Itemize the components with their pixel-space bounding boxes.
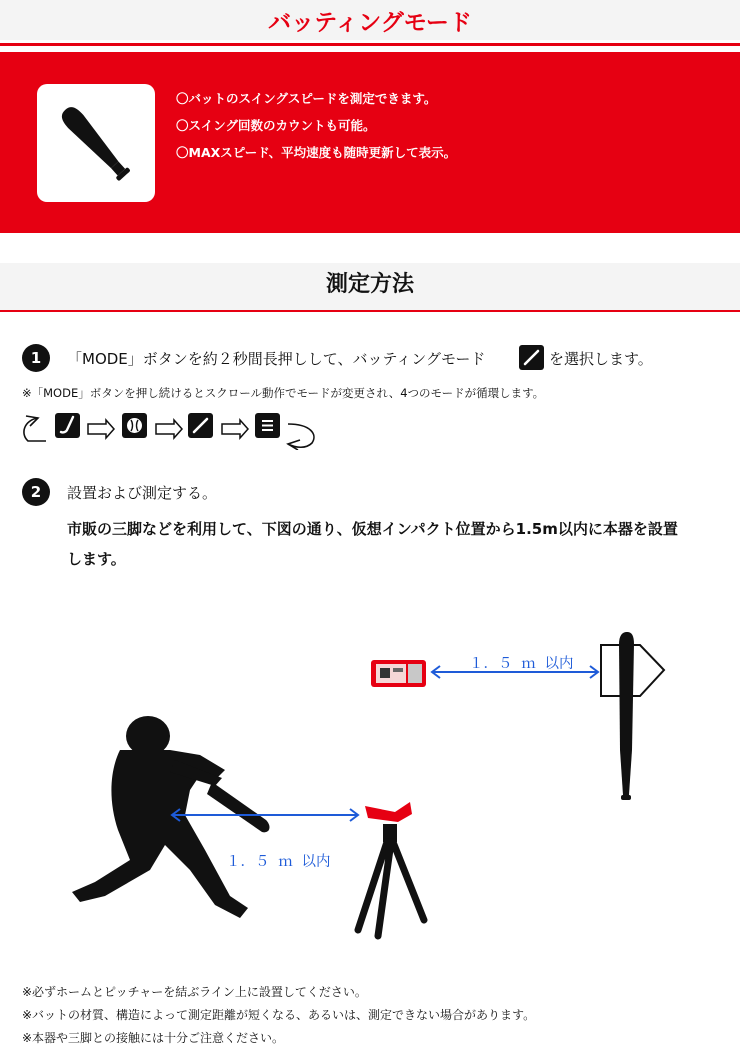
step-2-title: 設置および測定する。: [67, 484, 218, 502]
batter-silhouette-icon: [72, 716, 269, 918]
distance-label-top: １．５ ｍ 以内: [469, 656, 574, 672]
feature-line: 〇MAXスピード、平均速度も随時更新して表示。: [176, 145, 457, 160]
step-2-description-cont: します。: [67, 550, 126, 568]
bat-icon: [519, 345, 544, 370]
bat-icon-tile: [37, 84, 155, 202]
golf-club-icon: [55, 413, 80, 438]
step-1-badge: 1: [22, 344, 50, 372]
bat-icon: [188, 413, 213, 438]
distance-arrow-bottom: [172, 809, 358, 821]
step-1-note: ※「MODE」ボタンを押し続けるとスクロール動作でモードが変更され、4つのモードが循環します。: [22, 386, 545, 400]
bat-icon: [619, 632, 634, 795]
menu-list-icon: [255, 413, 280, 438]
note-line: ※バットの材質、構造によって測定距離が短くなる、あるいは、測定できない場合があります。: [22, 1008, 536, 1022]
bat-mode-icon: [519, 345, 544, 370]
divider: [0, 310, 740, 312]
baseball-icon: [122, 413, 147, 438]
tripod-icon: [358, 802, 424, 936]
method-title: 測定方法: [325, 272, 414, 297]
setup-diagram: [0, 600, 740, 960]
note-line: ※必ずホームとピッチャーを結ぶライン上に設置してください。: [22, 985, 367, 999]
sensor-device-icon: [371, 660, 426, 687]
feature-line: 〇スイング回数のカウントも可能。: [176, 118, 376, 133]
note-line: ※本器や三脚との接触には十分ご注意ください。: [22, 1031, 285, 1045]
feature-line: 〇バットのスイングスピードを測定できます。: [176, 91, 437, 106]
step-1-text-before: 「MODE」ボタンを約２秒間長押しして、バッティングモード: [67, 350, 486, 368]
baseball-bat-icon: [37, 84, 155, 202]
distance-label-bottom: １．５ ｍ 以内: [226, 854, 331, 870]
step-1-text-after: を選択します。: [549, 350, 653, 368]
step-1-text: [67, 348, 485, 369]
step-2-description: 市販の三脚などを利用して、下図の通り、仮想インパクト位置から1.5m以内に本器を設置: [67, 520, 678, 538]
mode-title: バッティングモード: [268, 10, 472, 36]
divider: [0, 43, 740, 46]
step-2-badge: 2: [22, 478, 50, 506]
